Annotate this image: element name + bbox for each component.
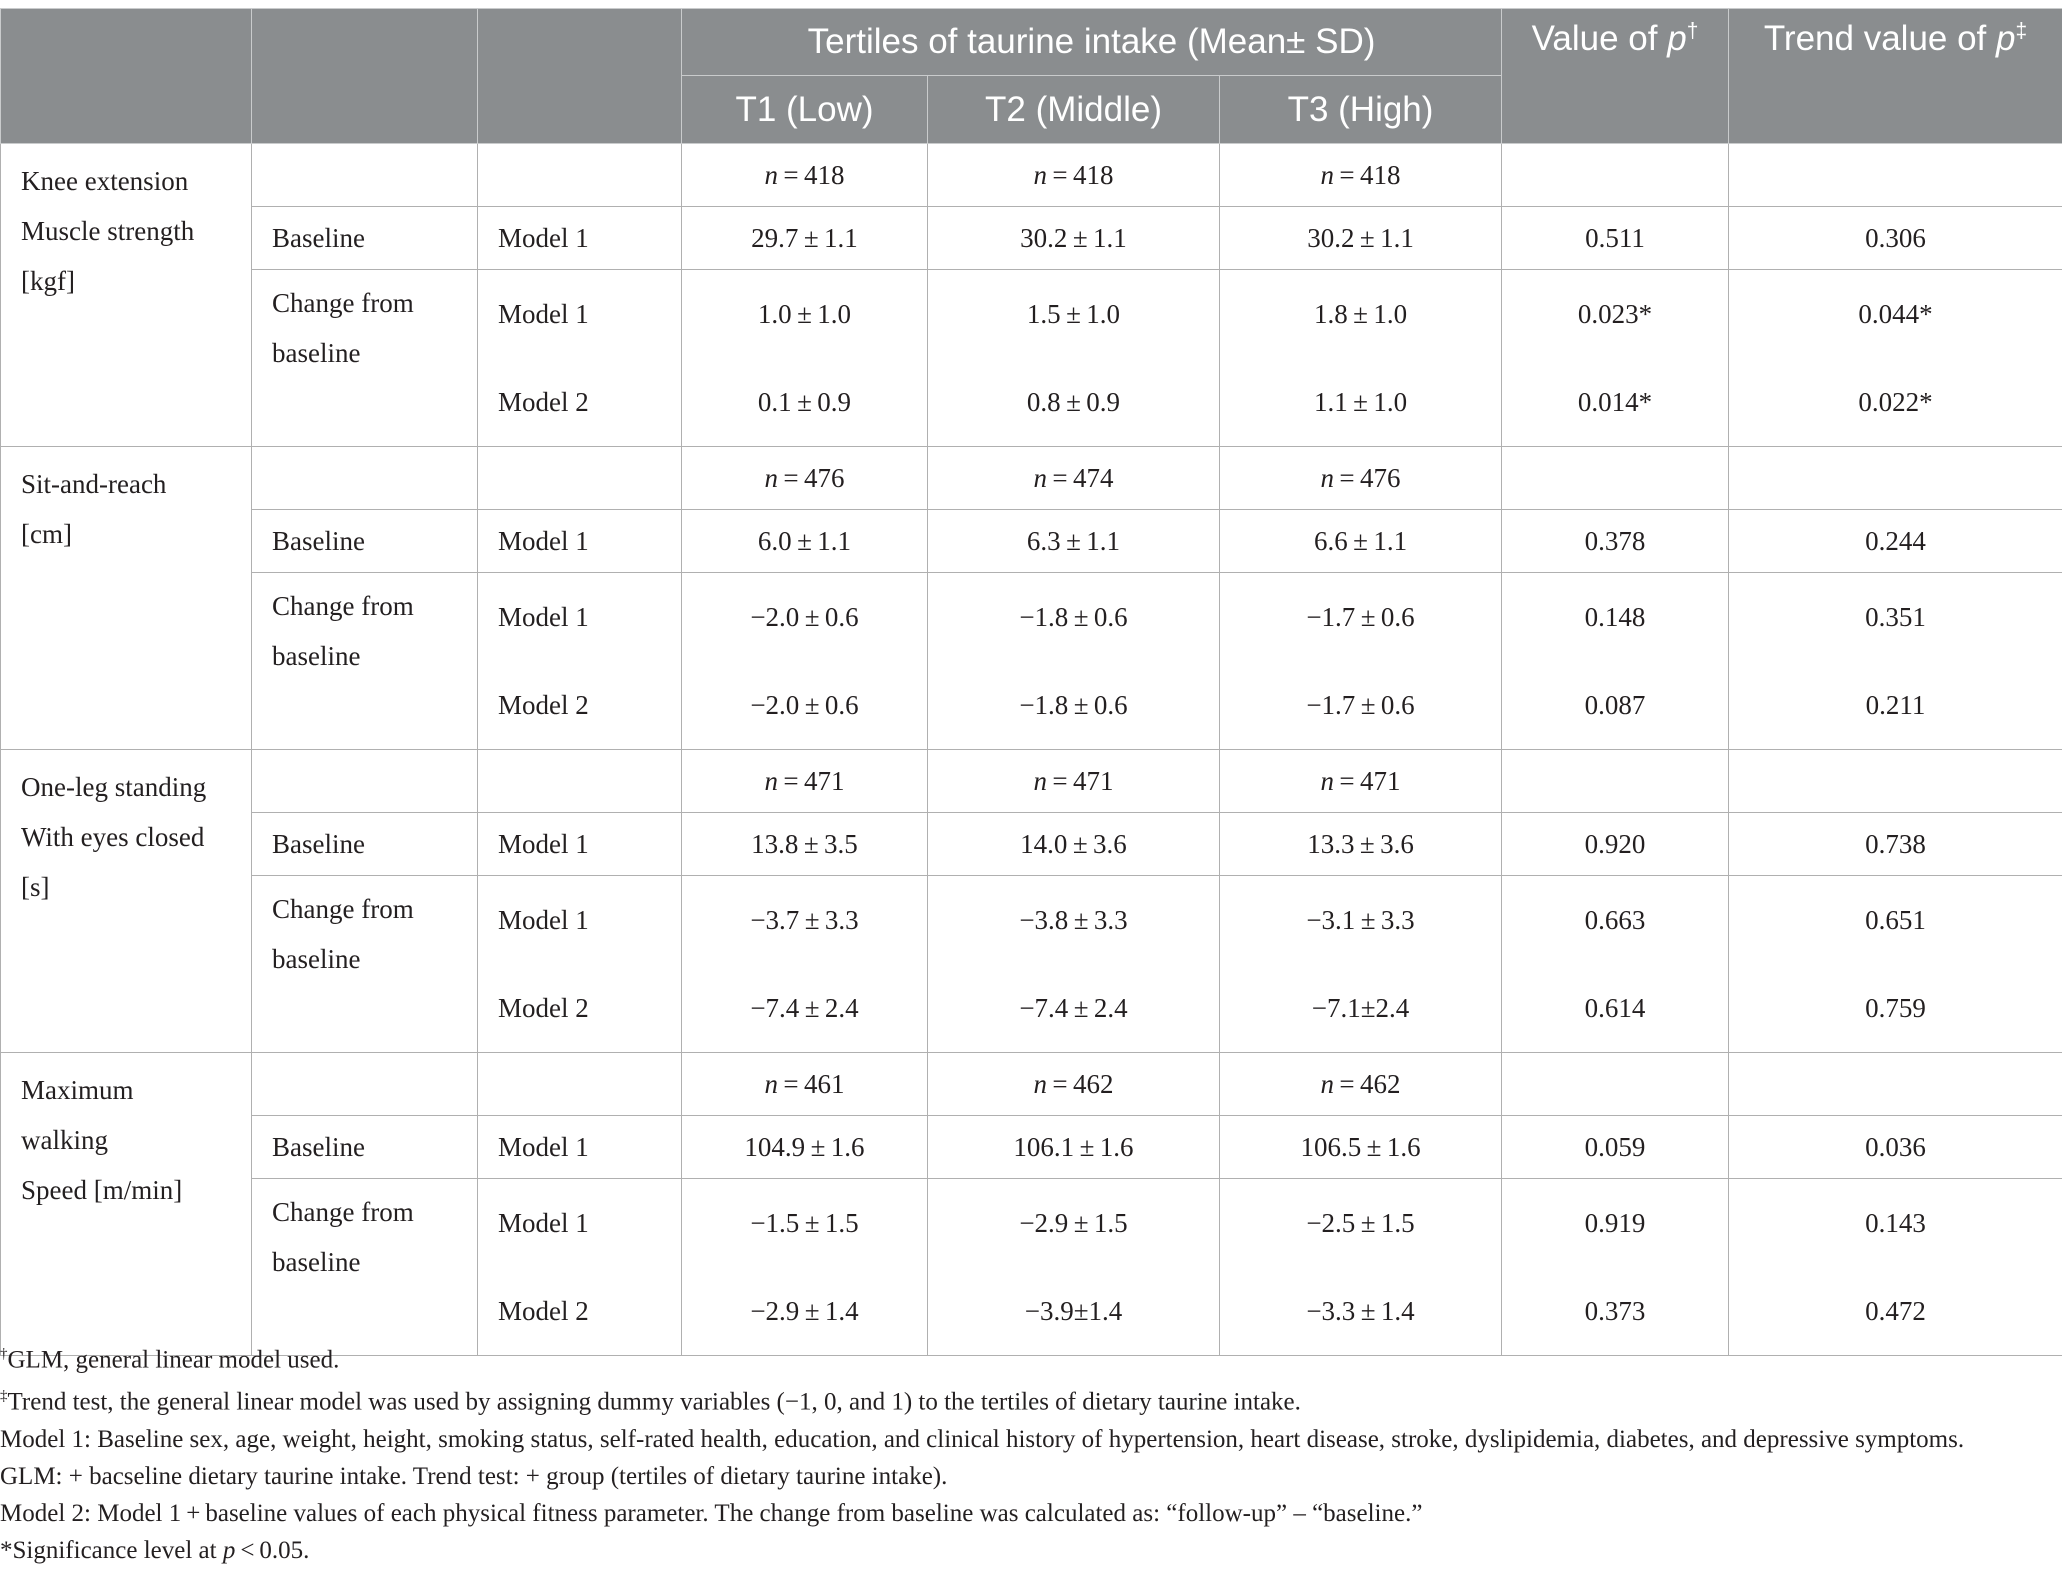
- measure-label-text: [1, 144, 251, 306]
- table-row: [1, 144, 2062, 207]
- value-cell: [1729, 573, 2062, 750]
- header-trend-pvalue: Trend value of p‡: [1729, 9, 2062, 144]
- measure-label-line: With eyes closed: [21, 822, 205, 852]
- change-model2-trend-value: 0.022*: [1858, 387, 1933, 417]
- value-cell: [1220, 573, 1502, 750]
- change-model1-p-value: 0.148: [1584, 602, 1646, 632]
- change-model1-p-value: 0.663: [1584, 905, 1646, 935]
- change-model2-p-value: 0.614: [1584, 993, 1646, 1023]
- table-row: [1, 1116, 2062, 1179]
- value-cell: [1502, 813, 1729, 876]
- baseline-p-value: 0.920: [1584, 829, 1646, 859]
- empty-cell: [1502, 447, 1729, 510]
- model-label-cell: [478, 813, 682, 876]
- value-cell: [1502, 207, 1729, 270]
- empty-cell: [478, 144, 682, 207]
- change-model1-t2-value: 1.5 ± 1.0: [1026, 299, 1121, 329]
- sample-size-cell: [1220, 447, 1502, 510]
- change-model1-t3-value: −1.7 ± 0.6: [1306, 602, 1415, 632]
- value-cell: [1729, 813, 2062, 876]
- header-empty-1: [1, 9, 252, 144]
- change-label-line-1: Change from: [272, 591, 414, 621]
- table-row: [1, 813, 2062, 876]
- change-model2-t1-value: −7.4 ± 2.4: [750, 993, 859, 1023]
- value-cell: [928, 573, 1220, 750]
- sample-size: n = 461: [764, 1069, 845, 1099]
- change-model2-t3-value: −1.7 ± 0.6: [1306, 690, 1415, 720]
- sample-size: n = 476: [764, 463, 845, 493]
- change-model1-t2-value: −2.9 ± 1.5: [1019, 1208, 1128, 1238]
- sample-size-cell: [682, 144, 928, 207]
- value-cell: [1220, 876, 1502, 1053]
- measure-label-text: [1, 750, 251, 912]
- change-label-line-2: baseline: [272, 641, 361, 671]
- baseline-label: Baseline: [272, 1132, 365, 1162]
- change-model1-t3-value: −3.1 ± 3.3: [1306, 905, 1415, 935]
- change-model2-t3-value: −7.1±2.4: [1311, 993, 1410, 1023]
- baseline-t1-value: 29.7 ± 1.1: [751, 223, 858, 253]
- change-model2-trend-value: 0.211: [1865, 690, 1926, 720]
- value-cell: [1502, 510, 1729, 573]
- measure-label-line: Knee extension: [21, 166, 189, 196]
- table-footnotes: [0, 1336, 2000, 1569]
- change-model1-p-value: 0.919: [1584, 1208, 1646, 1238]
- model-2-label: Model 2: [498, 690, 589, 720]
- change-model1-t2-value: −1.8 ± 0.6: [1019, 602, 1128, 632]
- row-label-change: [252, 1179, 478, 1356]
- change-model2-trend-value: 0.472: [1865, 1296, 1926, 1326]
- sample-size: n = 418: [764, 160, 845, 190]
- change-model2-p-value: 0.014*: [1577, 387, 1653, 417]
- change-model2-trend-value: 0.759: [1865, 993, 1926, 1023]
- model-1-label: Model 1: [498, 602, 589, 632]
- empty-cell: [1729, 447, 2062, 510]
- model-2-label: Model 2: [498, 387, 589, 417]
- row-label-change: [252, 876, 478, 1053]
- empty-cell: [478, 750, 682, 813]
- header-empty-2: [252, 9, 478, 144]
- sample-size: n = 471: [764, 766, 845, 796]
- measure-label: [1, 447, 252, 750]
- value-cell: [1729, 510, 2062, 573]
- model-label-cell: [478, 270, 682, 447]
- model-2-label: Model 2: [498, 993, 589, 1023]
- measure-label-line: [s]: [21, 872, 50, 902]
- measure-label-line: [cm]: [21, 519, 72, 549]
- baseline-trend-value: 0.738: [1865, 829, 1926, 859]
- footnote-trend: ‡Trend test, the general linear model was used by assigning dummy variables (−1, 0, and 1) to the tertiles of dietary taurine intake.: [0, 1388, 1301, 1416]
- table-row: [1, 1053, 2062, 1116]
- value-cell: [682, 876, 928, 1053]
- change-label-line-1: Change from: [272, 894, 414, 924]
- row-label-baseline: [252, 813, 478, 876]
- value-cell: [1729, 876, 2062, 1053]
- footnote-model2: Model 2: Model 1 + baseline values of each physical fitness parameter. The change from baseline was calculated as: “follow-up” – “baseline.”: [0, 1499, 1423, 1527]
- model-1-label: Model 1: [498, 1208, 589, 1238]
- change-model1-trend-value: 0.351: [1865, 602, 1926, 632]
- baseline-label: Baseline: [272, 829, 365, 859]
- model-1-label: Model 1: [498, 1132, 589, 1162]
- header-t1: T1 (Low): [682, 76, 928, 144]
- sample-size: n = 476: [1320, 463, 1401, 493]
- value-cell: [928, 510, 1220, 573]
- sample-size: n = 462: [1033, 1069, 1114, 1099]
- baseline-p-value: 0.059: [1584, 1132, 1646, 1162]
- change-model2-t2-value: −7.4 ± 2.4: [1019, 993, 1128, 1023]
- change-model2-t3-value: 1.1 ± 1.0: [1313, 387, 1408, 417]
- results-table: [0, 8, 2062, 1356]
- model-1-label: Model 1: [498, 829, 589, 859]
- change-model1-t3-value: −2.5 ± 1.5: [1306, 1208, 1415, 1238]
- measure-label: [1, 144, 252, 447]
- sample-size-cell: [682, 1053, 928, 1116]
- change-model2-t2-value: −3.9±1.4: [1024, 1296, 1123, 1326]
- empty-cell: [252, 750, 478, 813]
- change-model2-t3-value: −3.3 ± 1.4: [1306, 1296, 1415, 1326]
- baseline-t2-value: 30.2 ± 1.1: [1020, 223, 1127, 253]
- header-pvalue: Value of p†: [1502, 9, 1729, 144]
- measure-label-line: One-leg standing: [21, 772, 207, 802]
- measure-label-line: walking: [21, 1125, 108, 1155]
- model-label-cell: [478, 207, 682, 270]
- sample-size: n = 474: [1033, 463, 1114, 493]
- change-label-line-2: baseline: [272, 1247, 361, 1277]
- table-row: [1, 750, 2062, 813]
- sample-size: n = 471: [1033, 766, 1114, 796]
- change-model1-trend-value: 0.651: [1865, 905, 1926, 935]
- change-model2-t1-value: −2.0 ± 0.6: [750, 690, 859, 720]
- change-model2-t2-value: 0.8 ± 0.9: [1026, 387, 1121, 417]
- change-model2-t1-value: 0.1 ± 0.9: [757, 387, 852, 417]
- value-cell: [928, 207, 1220, 270]
- table-row: [1, 510, 2062, 573]
- value-cell: [1502, 1116, 1729, 1179]
- value-cell: [1729, 207, 2062, 270]
- header-t2: T2 (Middle): [928, 76, 1220, 144]
- sample-size-cell: [682, 750, 928, 813]
- model-label-cell: [478, 573, 682, 750]
- model-1-label: Model 1: [498, 223, 589, 253]
- value-cell: [1502, 1179, 1729, 1356]
- change-model2-t1-value: −2.9 ± 1.4: [750, 1296, 859, 1326]
- change-model1-p-value: 0.023*: [1577, 299, 1653, 329]
- value-cell: [682, 1116, 928, 1179]
- row-label-change: [252, 270, 478, 447]
- header-t3: T3 (High): [1220, 76, 1502, 144]
- value-cell: [682, 813, 928, 876]
- measure-label-line: Sit-and-reach: [21, 469, 167, 499]
- sample-size-cell: [1220, 144, 1502, 207]
- value-cell: [1502, 573, 1729, 750]
- table-row: [1, 447, 2062, 510]
- baseline-p-value: 0.378: [1584, 526, 1646, 556]
- model-1-label: Model 1: [498, 526, 589, 556]
- empty-cell: [1729, 1053, 2062, 1116]
- model-label-cell: [478, 510, 682, 573]
- change-model1-trend-value: 0.143: [1865, 1208, 1926, 1238]
- value-cell: [928, 876, 1220, 1053]
- measure-label-line: Speed [m/min]: [21, 1175, 183, 1205]
- baseline-trend-value: 0.036: [1865, 1132, 1926, 1162]
- value-cell: [1220, 270, 1502, 447]
- value-cell: [1502, 270, 1729, 447]
- sample-size-cell: [1220, 750, 1502, 813]
- measure-label-text: [1, 1053, 251, 1215]
- value-cell: [1220, 510, 1502, 573]
- change-model2-p-value: 0.373: [1584, 1296, 1646, 1326]
- change-label-line-2: baseline: [272, 944, 361, 974]
- value-cell: [682, 1179, 928, 1356]
- table-row: [1, 207, 2062, 270]
- value-cell: [1729, 270, 2062, 447]
- change-model1-t1-value: −1.5 ± 1.5: [750, 1208, 859, 1238]
- value-cell: [1220, 207, 1502, 270]
- measure-label-text: [1, 447, 251, 559]
- value-cell: [1220, 1116, 1502, 1179]
- baseline-label: Baseline: [272, 223, 365, 253]
- row-label-change: [252, 573, 478, 750]
- header-tertiles: Tertiles of taurine intake (Mean± SD): [682, 9, 1502, 76]
- sample-size-cell: [682, 447, 928, 510]
- baseline-t3-value: 13.3 ± 3.6: [1307, 829, 1414, 859]
- baseline-t1-value: 13.8 ± 3.5: [751, 829, 858, 859]
- baseline-t2-value: 6.3 ± 1.1: [1026, 526, 1121, 556]
- baseline-trend-value: 0.244: [1865, 526, 1926, 556]
- change-model1-t1-value: 1.0 ± 1.0: [757, 299, 852, 329]
- change-model1-trend-value: 0.044*: [1858, 299, 1933, 329]
- measure-label-line: Muscle strength: [21, 216, 195, 246]
- sample-size-cell: [928, 1053, 1220, 1116]
- value-cell: [1220, 813, 1502, 876]
- empty-cell: [252, 144, 478, 207]
- baseline-t3-value: 30.2 ± 1.1: [1307, 223, 1414, 253]
- baseline-label: Baseline: [272, 526, 365, 556]
- value-cell: [682, 270, 928, 447]
- empty-cell: [478, 447, 682, 510]
- value-cell: [928, 1116, 1220, 1179]
- value-cell: [1729, 1116, 2062, 1179]
- change-model1-t3-value: 1.8 ± 1.0: [1313, 299, 1408, 329]
- empty-cell: [252, 447, 478, 510]
- sample-size-cell: [928, 750, 1220, 813]
- sample-size-cell: [928, 144, 1220, 207]
- empty-cell: [252, 1053, 478, 1116]
- value-cell: [928, 813, 1220, 876]
- value-cell: [682, 510, 928, 573]
- change-label-line-1: Change from: [272, 1197, 414, 1227]
- footnote-significance: *Significance level at p < 0.05.: [0, 1536, 310, 1564]
- table-row: [1, 270, 2062, 447]
- table-row: [1, 876, 2062, 1053]
- empty-cell: [1729, 144, 2062, 207]
- sample-size: n = 471: [1320, 766, 1401, 796]
- model-label-cell: [478, 1179, 682, 1356]
- empty-cell: [1502, 750, 1729, 813]
- model-1-label: Model 1: [498, 299, 589, 329]
- model-label-cell: [478, 876, 682, 1053]
- change-model2-t2-value: −1.8 ± 0.6: [1019, 690, 1128, 720]
- baseline-t3-value: 6.6 ± 1.1: [1313, 526, 1408, 556]
- baseline-t1-value: 104.9 ± 1.6: [744, 1132, 865, 1162]
- model-1-label: Model 1: [498, 905, 589, 935]
- empty-cell: [1502, 1053, 1729, 1116]
- change-label-line-2: baseline: [272, 338, 361, 368]
- value-cell: [682, 207, 928, 270]
- model-label-cell: [478, 1116, 682, 1179]
- baseline-t1-value: 6.0 ± 1.1: [757, 526, 852, 556]
- row-label-baseline: [252, 510, 478, 573]
- empty-cell: [478, 1053, 682, 1116]
- table-row: [1, 1179, 2062, 1356]
- baseline-trend-value: 0.306: [1865, 223, 1926, 253]
- empty-cell: [1729, 750, 2062, 813]
- change-model1-t1-value: −3.7 ± 3.3: [750, 905, 859, 935]
- measure-label-line: Maximum: [21, 1075, 134, 1105]
- table-row: [1, 573, 2062, 750]
- value-cell: [1729, 1179, 2062, 1356]
- sample-size-cell: [1220, 1053, 1502, 1116]
- row-label-baseline: [252, 1116, 478, 1179]
- value-cell: [682, 573, 928, 750]
- sample-size-cell: [928, 447, 1220, 510]
- value-cell: [1502, 876, 1729, 1053]
- value-cell: [1220, 1179, 1502, 1356]
- header-empty-3: [478, 9, 682, 144]
- footnote-glm: †GLM, general linear model used.: [0, 1346, 340, 1374]
- baseline-t3-value: 106.5 ± 1.6: [1300, 1132, 1421, 1162]
- measure-label: [1, 750, 252, 1053]
- change-model1-t1-value: −2.0 ± 0.6: [750, 602, 859, 632]
- baseline-t2-value: 106.1 ± 1.6: [1013, 1132, 1134, 1162]
- baseline-t2-value: 14.0 ± 3.6: [1020, 829, 1127, 859]
- empty-cell: [1502, 144, 1729, 207]
- change-model2-p-value: 0.087: [1584, 690, 1646, 720]
- row-label-baseline: [252, 207, 478, 270]
- value-cell: [928, 270, 1220, 447]
- baseline-p-value: 0.511: [1585, 223, 1645, 253]
- value-cell: [928, 1179, 1220, 1356]
- footnote-model1: Model 1: Baseline sex, age, weight, height, smoking status, self-rated health, education, and clinical history of hypertension, heart disease, stroke, dyslipidemia, diabetes, and depressive symptoms. GLM: + bacseline dietary taurine intake. Trend test: + group (tertiles of dietary taurine intake).: [0, 1425, 1965, 1490]
- sample-size: n = 418: [1320, 160, 1401, 190]
- model-2-label: Model 2: [498, 1296, 589, 1326]
- measure-label-line: [kgf]: [21, 266, 75, 296]
- change-model1-t2-value: −3.8 ± 3.3: [1019, 905, 1128, 935]
- measure-label: [1, 1053, 252, 1356]
- sample-size: n = 418: [1033, 160, 1114, 190]
- change-label-line-1: Change from: [272, 288, 414, 318]
- sample-size: n = 462: [1320, 1069, 1401, 1099]
